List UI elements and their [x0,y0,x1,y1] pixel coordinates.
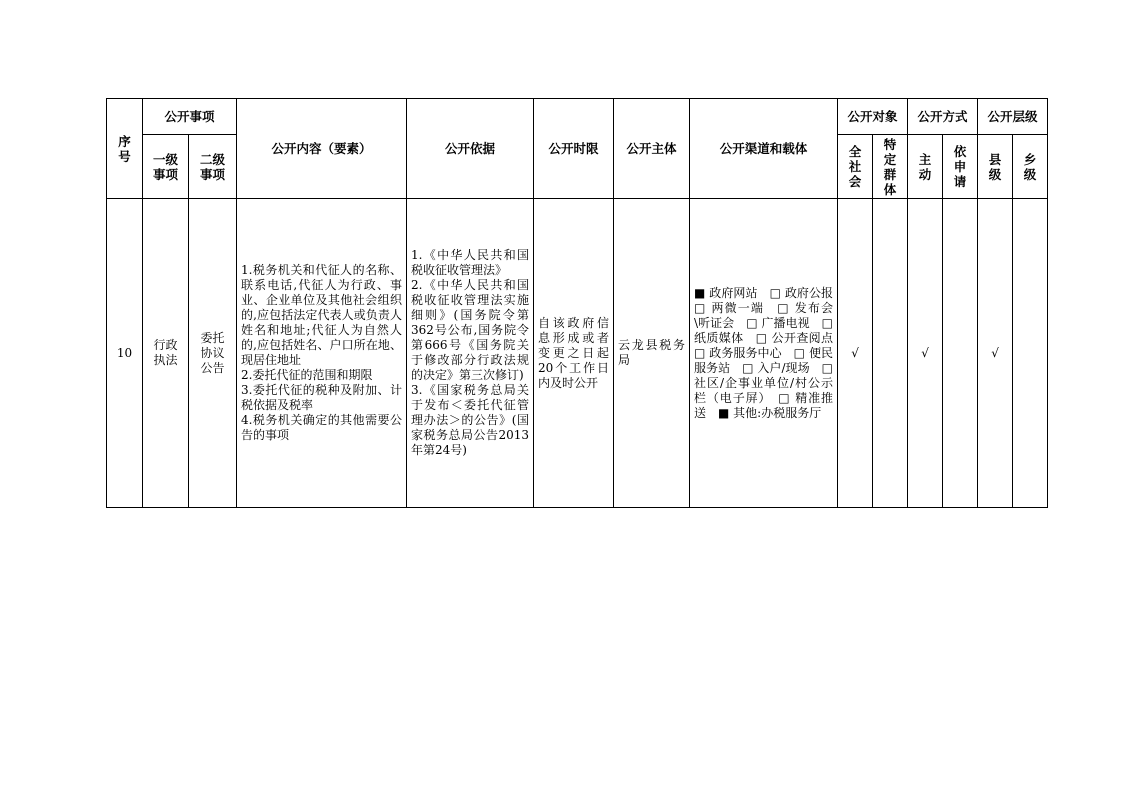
header-basis: 公开依据 [407,99,534,199]
header-level-town-label: 乡级 [1023,151,1037,182]
header-method-apply-label: 依申请 [953,144,967,189]
header-time-limit: 公开时限 [534,99,614,199]
table-row [107,199,1048,508]
header-method: 公开方式 [908,99,978,135]
row-level-county: √ [978,199,1013,508]
header-level2-label: 二级事项 [199,151,225,182]
header-target-specific-label: 特定群体 [883,136,897,197]
header-level-county [978,135,1013,199]
row-channels: ■ 政府网站 □ 政府公报 □ 两微一端 □ 发布会\听证会 □ 广播电视 □ 纸质媒体 □ 公开查阅点 □ 政务服务中心 □ 便民服务站 □ 入户/现场 □ 社区/企事业单位/村公示栏（电子屏） □ 精准推送 ■ 其他:办税服务厅 [690,199,838,508]
header-target: 公开对象 [838,99,908,135]
row-subject: 云龙县税务局 [614,199,690,508]
header-method-active [908,135,943,199]
row-level2-text: 委托协议公告 [200,330,225,375]
header-level1-label: 一级事项 [152,151,178,182]
row-time-limit: 自该政府信息形成或者变更之日起20个工作日内及时公开 [534,199,614,508]
row-level-town [1013,199,1048,508]
row-basis: 1.《中华人民共和国税收征收管理法》 2.《中华人民共和国税收征收管理法实施细则》(国务院令第362号公布,国务院令第666号《国务院关于修改部分行政法规的决定》第三次修订) 3.《国家税务总局关于发布＜委托代征管理办法＞的公告》(国家税务总局公告2013年第24号) [407,199,534,508]
disclosure-table [106,98,1048,508]
header-target-all-label: 全社会 [848,144,862,189]
row-seq: 10 [107,199,143,508]
row-level1 [143,199,189,508]
row-method-active: √ [908,199,943,508]
header-level-county-label: 县级 [988,151,1002,182]
header-level-town [1013,135,1048,199]
row-method-apply [943,199,978,508]
header-seq-label: 序号 [118,133,131,164]
row-level2 [189,199,237,508]
row-target-specific [873,199,908,508]
header-method-active-label: 主动 [918,151,932,182]
row-content: 1.税务机关和代征人的名称、联系电话,代征人为行政、事业、企业单位及其他社会组织的,应包括法定代表人或负责人姓名和地址;代征人为自然人的,应包括姓名、户口所在地、现居住地址 2.委托代征的范围和期限 3.委托代征的税种及附加、计税依据及税率 4.税务机关确定的其他需要公告的事项 [237,199,407,508]
header-level1 [143,135,189,199]
row-level1-text: 行政执法 [153,338,178,367]
header-seq [107,99,143,199]
header-target-specific [873,135,908,199]
header-target-all [838,135,873,199]
header-subject: 公开主体 [614,99,690,199]
header-level2 [189,135,237,199]
header-channels: 公开渠道和载体 [690,99,838,199]
row-target-all: √ [838,199,873,508]
header-level: 公开层级 [978,99,1048,135]
header-content: 公开内容（要素） [237,99,407,199]
header-method-apply [943,135,978,199]
header-items: 公开事项 [143,99,237,135]
